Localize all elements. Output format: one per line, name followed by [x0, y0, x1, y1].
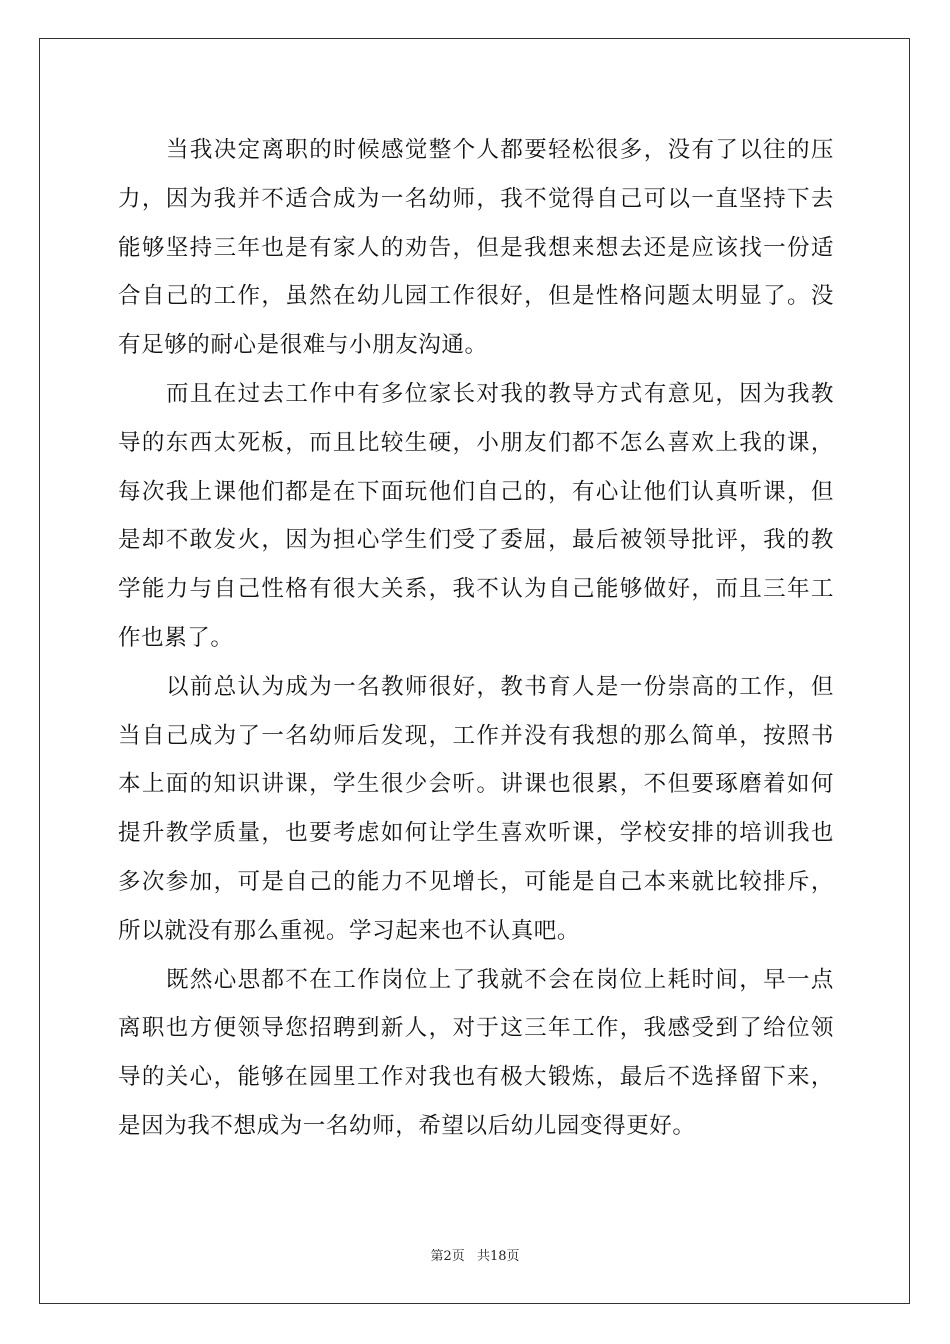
text-line: 学能力与自己性格有很大关系，我不认为自己能够做好，而且三年工: [118, 576, 834, 603]
text-line: 能够坚持三年也是有家人的劝告，但是我想来想去还是应该找一份适: [118, 234, 834, 261]
paragraph-4: [118, 956, 834, 1151]
paragraph-1: [118, 126, 834, 370]
page-footer: [0, 1245, 950, 1264]
text-line: 是却不敢发火，因为担心学生们受了委屈，最后被领导批评，我的教: [118, 527, 834, 554]
text-line: 是因为我不想成为一名幼师，希望以后幼儿园变得更好。: [118, 1112, 696, 1139]
page-number: 第2页: [430, 1249, 465, 1264]
text-line: 导的关心，能够在园里工作对我也有极大锻炼，最后不选择留下来，: [118, 1064, 834, 1091]
text-line: 既然心思都不在工作岗位上了我就不会在岗位上耗时间，早一点: [166, 966, 834, 993]
text-line: 本上面的知识讲课，学生很少会听。讲课也很累，不但要琢磨着如何: [118, 771, 834, 798]
text-line: 导的东西太死板，而且比较生硬，小朋友们都不怎么喜欢上我的课，: [118, 429, 834, 456]
text-line: 所以就没有那么重视。学习起来也不认真吧。: [118, 917, 581, 944]
text-line: 离职也方便领导您招聘到新人，对于这三年工作，我感受到了给位领: [118, 1015, 834, 1042]
text-line: 以前总认为成为一名教师很好，教书育人是一份崇高的工作，但: [166, 673, 834, 700]
text-line: 当自己成为了一名幼师后发现，工作并没有我想的那么简单，按照书: [118, 722, 834, 749]
text-line: 合自己的工作，虽然在幼儿园工作很好，但是性格问题太明显了。没: [118, 283, 834, 310]
text-line: 提升教学质量，也要考虑如何让学生喜欢听课，学校安排的培训我也: [118, 820, 834, 847]
text-line: 作也累了。: [118, 624, 234, 651]
text-line: 当我决定离职的时候感觉整个人都要轻松很多，没有了以往的压: [166, 137, 834, 163]
text-line: 力，因为我并不适合成为一名幼师，我不觉得自己可以一直坚持下去: [118, 185, 834, 212]
paragraph-3: [118, 663, 834, 956]
text-line: 多次参加，可是自己的能力不见增长，可能是自己本来就比较排斥，: [118, 868, 834, 895]
page-total: 共18页: [476, 1249, 520, 1264]
text-line: 而且在过去工作中有多位家长对我的教导方式有意见，因为我教: [166, 380, 834, 407]
text-line: 有足够的耐心是很难与小朋友沟通。: [118, 332, 488, 359]
paragraph-2: [118, 370, 834, 663]
document-body: [118, 126, 834, 1151]
text-line: 每次我上课他们都是在下面玩他们自己的，有心让他们认真听课，但: [118, 478, 834, 505]
